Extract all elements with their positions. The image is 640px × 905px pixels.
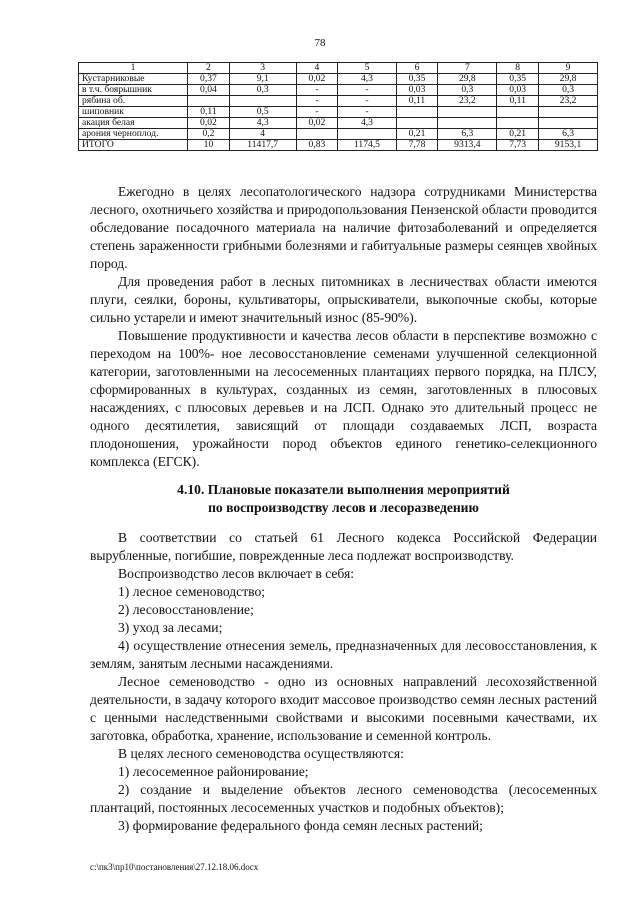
table-cell: 4 bbox=[296, 63, 338, 74]
table-cell bbox=[497, 118, 539, 129]
table-cell: Кустарниковые bbox=[79, 74, 188, 85]
table-cell: 0,2 bbox=[188, 129, 230, 140]
table-cell bbox=[338, 129, 396, 140]
list-item: 1) лесное семеноводство; bbox=[118, 584, 266, 599]
table-cell: 0,02 bbox=[188, 118, 230, 129]
table-cell: 9153,1 bbox=[539, 140, 598, 151]
table-cell: 8 bbox=[497, 63, 539, 74]
table-cell: - bbox=[338, 107, 396, 118]
table-cell: 4 bbox=[229, 129, 296, 140]
table-cell: - bbox=[296, 96, 338, 107]
table-row bbox=[79, 107, 598, 118]
table-cell: арония черноплод. bbox=[79, 129, 188, 140]
table-cell: в т.ч. боярышник bbox=[79, 85, 188, 96]
table-cell: 0,11 bbox=[396, 96, 438, 107]
list-item: 2) создание и выделение объектов лесного семеноводства (лесосеменных плантаций, постоянных лесосеменных участков и подобных объектов); bbox=[90, 782, 597, 815]
table-cell: 6,3 bbox=[438, 129, 497, 140]
table-cell bbox=[396, 118, 438, 129]
table-cell: 0,04 bbox=[188, 85, 230, 96]
table-cell: 6,3 bbox=[539, 129, 598, 140]
table-cell: 4,3 bbox=[338, 118, 396, 129]
table-cell: акация белая bbox=[79, 118, 188, 129]
table-row bbox=[79, 129, 598, 140]
table-cell: 0,02 bbox=[296, 74, 338, 85]
table-cell: - bbox=[338, 85, 396, 96]
table-cell: 0,21 bbox=[497, 129, 539, 140]
table-cell bbox=[539, 107, 598, 118]
table-cell bbox=[497, 107, 539, 118]
table-cell: 4,3 bbox=[338, 74, 396, 85]
list-item: 1) лесосеменное районирование; bbox=[118, 764, 309, 779]
table-cell: 1 bbox=[79, 63, 188, 74]
table-cell: 7,78 bbox=[396, 140, 438, 151]
table-cell: 0,11 bbox=[188, 107, 230, 118]
table-cell: 29,8 bbox=[539, 74, 598, 85]
table-cell: 2 bbox=[188, 63, 230, 74]
heading-line: по воспроизводству лесов и лесоразведению bbox=[208, 500, 479, 515]
table-cell: ИТОГО bbox=[79, 140, 188, 151]
paragraph: Ежегодно в целях лесопатологического надзора сотрудниками Министерства лесного, охотничьего хозяйства и природопользования Пензенской области проводится обследование посадочного материала на наличие фитозаболеваний и определяется степень зараженности грибными болезнями и габитуальные размеры сеянцев хвойных пород. bbox=[90, 184, 597, 271]
table-header-row bbox=[79, 63, 598, 74]
list-item: 4) осуществление отнесения земель, предназначенных для лесовосстановления, к землям, занятым лесными насаждениями. bbox=[90, 638, 597, 671]
table-cell: 9 bbox=[539, 63, 598, 74]
table-row bbox=[79, 74, 598, 85]
forest-data-table bbox=[78, 62, 598, 151]
table-cell: 10 bbox=[188, 140, 230, 151]
table-cell: 9,1 bbox=[229, 74, 296, 85]
table-cell: 0,03 bbox=[497, 85, 539, 96]
table-cell: 0,3 bbox=[438, 85, 497, 96]
table-cell: 23,2 bbox=[539, 96, 598, 107]
table-cell bbox=[229, 96, 296, 107]
table-cell: - bbox=[338, 96, 396, 107]
top-text-block bbox=[90, 183, 597, 471]
table-cell: 29,8 bbox=[438, 74, 497, 85]
table-cell: 0,02 bbox=[296, 118, 338, 129]
table-cell: 9313,4 bbox=[438, 140, 497, 151]
table-cell: 5 bbox=[338, 63, 396, 74]
table-row bbox=[79, 85, 598, 96]
table-cell bbox=[188, 96, 230, 107]
table-cell: 3 bbox=[229, 63, 296, 74]
table-cell: 0,3 bbox=[539, 85, 598, 96]
section-heading bbox=[90, 481, 597, 517]
table-cell: 0,37 bbox=[188, 74, 230, 85]
table-cell: 0,03 bbox=[396, 85, 438, 96]
table-cell: 11417,7 bbox=[229, 140, 296, 151]
table-cell: 0,83 bbox=[296, 140, 338, 151]
list-item: 3) уход за лесами; bbox=[118, 620, 223, 635]
paragraph: Повышение продуктивности и качества лесов области в перспективе возможно с переходом на 100%- ное лесовосстановление семенами улучшенной селекционной категории, заготовленными на лесосеменных плантациях первого порядка, на ПЛСУ, сформированных в культурах, созданных из семян, заготовленных в плюсовых насаждениях, с плюсовых деревьев и на ЛСП. Однако это длительный процесс не одного десятилетия, зависящий от площади создаваемых ЛСП, возраста плодоношения, урожайности пород объектов единого генетико-селекционного комплекса (ЕГСК). bbox=[90, 328, 597, 469]
table-cell bbox=[539, 118, 598, 129]
table-cell: 1174,5 bbox=[338, 140, 396, 151]
table-cell: 6 bbox=[396, 63, 438, 74]
table-cell: 0,35 bbox=[497, 74, 539, 85]
table-cell: - bbox=[296, 107, 338, 118]
bottom-text-block bbox=[90, 529, 597, 835]
table-cell: 0,21 bbox=[396, 129, 438, 140]
list-item: 2) лесовосстановление; bbox=[118, 602, 254, 617]
table-cell bbox=[296, 129, 338, 140]
paragraph: Воспроизводство лесов включает в себя: bbox=[118, 566, 355, 581]
file-path-footer: c:\пк3\пр10\постановления\27.12.18.06.docx bbox=[90, 862, 259, 872]
paragraph: Лесное семеноводство - одно из основных направлений лесохозяйственной деятельности, в задачу которого входит массовое производство семян лесных растений с ценными наследственными свойствами и высокими посевными качествами, их заготовка, обработка, хранение, использование и семенной контроль. bbox=[90, 674, 597, 743]
table-cell: 0,35 bbox=[396, 74, 438, 85]
table-cell: 0,11 bbox=[497, 96, 539, 107]
table-cell bbox=[438, 107, 497, 118]
table-row bbox=[79, 96, 598, 107]
paragraph: В соответствии со статьей 61 Лесного кодекса Российской Федерации вырубленные, погибшие, поврежденные леса подлежат воспроизводству. bbox=[90, 530, 597, 563]
heading-line: 4.10. Плановые показатели выполнения мероприятий bbox=[177, 482, 510, 497]
table-cell: шиповник bbox=[79, 107, 188, 118]
table-cell bbox=[396, 107, 438, 118]
table-row bbox=[79, 140, 598, 151]
table-cell bbox=[438, 118, 497, 129]
table-cell: рябина об. bbox=[79, 96, 188, 107]
table-cell: 7,73 bbox=[497, 140, 539, 151]
table-cell: 0,5 bbox=[229, 107, 296, 118]
table-row bbox=[79, 118, 598, 129]
table-cell: - bbox=[296, 85, 338, 96]
table-cell: 4,3 bbox=[229, 118, 296, 129]
page-number: 78 bbox=[314, 37, 326, 49]
paragraph: Для проведения работ в лесных питомниках в лесничествах области имеются плуги, сеялки, бороны, культиваторы, опрыскиватели, выкопочные скобы, которые сильно устарели и имеют значительный износ (85-90%). bbox=[90, 274, 597, 325]
table-cell: 0,3 bbox=[229, 85, 296, 96]
table-cell: 23,2 bbox=[438, 96, 497, 107]
paragraph: В целях лесного семеноводства осуществляются: bbox=[118, 746, 404, 761]
list-item: 3) формирование федерального фонда семян лесных растений; bbox=[118, 818, 483, 833]
table-cell: 7 bbox=[438, 63, 497, 74]
